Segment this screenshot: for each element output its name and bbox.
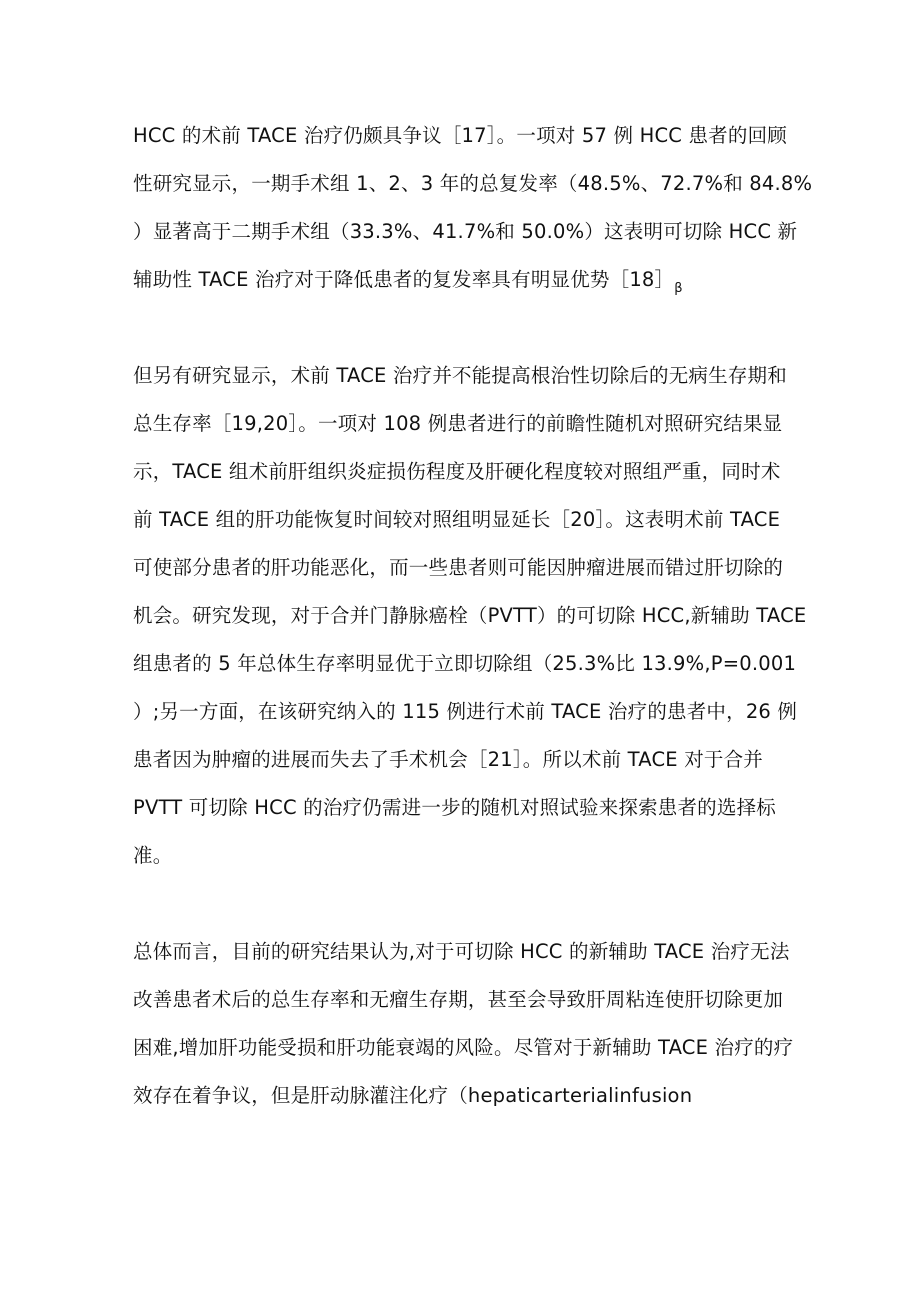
text-line: ）;另一方面，在该研究纳入的 115 例进行术前 TACE 治疗的患者中，26 例 bbox=[133, 700, 798, 723]
text-line: 患者因为肿瘤的进展而失去了手术机会［21］。所以术前 TACE 对于合并 bbox=[133, 748, 763, 771]
text-line: ）显著高于二期手术组（33.3%、41.7%和 50.0%）这表明可切除 HCC 新 bbox=[133, 220, 798, 243]
text-line: 总体而言，目前的研究结果认为,对于可切除 HCC 的新辅助 TACE 治疗无法 bbox=[133, 940, 790, 963]
text-line: 示，TACE 组术前肝组织炎症损伤程度及肝硬化程度较对照组严重，同时术 bbox=[133, 460, 781, 483]
text-line: 性研究显示，一期手术组 1、2、3 年的总复发率（48.5%、72.7%和 84.8% bbox=[133, 172, 813, 195]
paragraph-1 bbox=[133, 112, 813, 304]
text-line: 可使部分患者的肝功能恶化，而一些患者则可能因肿瘤进展而错过肝切除的 bbox=[133, 556, 784, 579]
text-line: 改善患者术后的总生存率和无瘤生存期，甚至会导致肝周粘连使肝切除更加 bbox=[133, 988, 784, 1011]
text-line: 困难,增加肝功能受损和肝功能衰竭的风险。尽管对于新辅助 TACE 治疗的疗 bbox=[133, 1036, 794, 1059]
text-line: 准。 bbox=[133, 844, 173, 867]
text-line: 机会。研究发现，对于合并门静脉癌栓（PVTT）的可切除 HCC,新辅助 TACE bbox=[133, 604, 807, 627]
text-line-with-mark bbox=[133, 256, 793, 304]
trailing-mark: β bbox=[674, 281, 683, 296]
text-line: 前 TACE 组的肝功能恢复时间较对照组明显延长［20］。这表明术前 TACE bbox=[133, 508, 781, 531]
paragraph-2 bbox=[133, 352, 807, 880]
text-line: 组患者的 5 年总体生存率明显优于立即切除组（25.3%比 13.9%,P=0.001 bbox=[133, 652, 797, 675]
text-line: HCC 的术前 TACE 治疗仍颇具争议［17］。一项对 57 例 HCC 患者的回顾 bbox=[133, 124, 787, 147]
text-line: 辅助性 TACE 治疗对于降低患者的复发率具有明显优势［18］ bbox=[133, 268, 675, 291]
text-line: 效存在着争议，但是肝动脉灌注化疗（hepaticarterialinfusion bbox=[133, 1084, 693, 1107]
text-line: 但另有研究显示，术前 TACE 治疗并不能提高根治性切除后的无病生存期和 bbox=[133, 364, 787, 387]
text-line: PVTT 可切除 HCC 的治疗仍需进一步的随机对照试验来探索患者的选择标 bbox=[133, 796, 776, 819]
text-line: 总生存率［19,20］。一项对 108 例患者进行的前瞻性随机对照研究结果显 bbox=[133, 412, 783, 435]
paragraph-3 bbox=[133, 928, 793, 1120]
